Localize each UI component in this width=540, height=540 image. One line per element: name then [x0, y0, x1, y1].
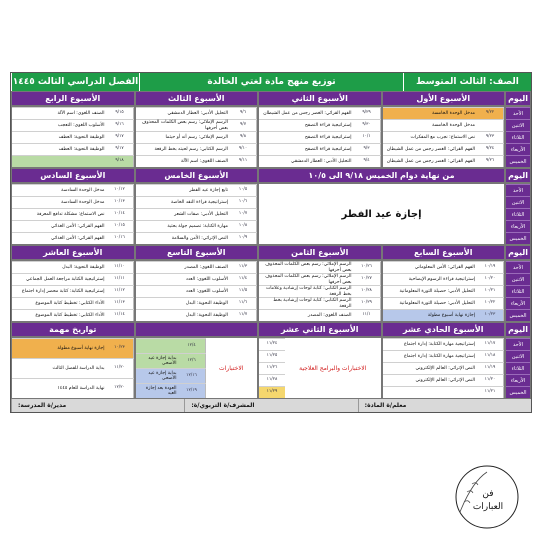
- day-entry: [383, 261, 505, 273]
- entry-date: ١٠/٨: [230, 221, 257, 232]
- entry-lesson: الأسلوب اللغوي: العدد: [185, 288, 228, 294]
- day-entry: [383, 350, 505, 362]
- exams-text: الاختبارات: [219, 364, 244, 372]
- day-entry: [136, 220, 258, 232]
- day-entry: [12, 208, 134, 220]
- day-thu: الخميس: [506, 232, 530, 244]
- entry-date: ١١/٢٦: [266, 365, 278, 371]
- day-entry: [136, 297, 258, 309]
- day-entry: [259, 261, 381, 273]
- day-entry: [259, 143, 381, 155]
- entry-date: ٩/٣٠: [354, 120, 381, 131]
- entry-lesson: التحليل الأدبي: العطار الدمشقي: [167, 110, 228, 116]
- day-entry: [383, 155, 505, 167]
- entry-date: ١٠/١٩: [477, 262, 504, 273]
- week-8-header: الأسبوع الثامن: [258, 245, 382, 260]
- week-6-header: الأسبوع السادس: [11, 168, 135, 183]
- entry-date: ١١/١٧: [477, 339, 504, 350]
- week-10-header: الأسبوع العاشر: [11, 245, 135, 260]
- entry-date: ١٢/٤: [179, 339, 206, 353]
- day-entry: [259, 107, 381, 119]
- entry-lesson: الوظيفة النحوية: العطف: [58, 146, 105, 152]
- entry-lesson: العودة بعد إجازة العيد: [145, 385, 177, 396]
- entry-lesson: تابع إجازة عيد الفطر: [189, 187, 228, 193]
- entry-lesson: الفهم القرائي: الأمن المعلوماتي: [414, 264, 475, 270]
- day-entry: [383, 107, 505, 119]
- day-entry: [136, 131, 258, 143]
- entry-lesson: إستراتيجية قراءة التصفح: [304, 134, 352, 140]
- day-entry: [259, 309, 381, 321]
- day-entry: [136, 196, 258, 208]
- entry-lesson: الفهم القرائي: الأمن الغذائي: [50, 223, 105, 229]
- day-tue: الثلاثاء: [506, 208, 530, 220]
- entry-lesson: إستراتيجية قراءة النقد الخاصة: [171, 199, 228, 205]
- day-header: اليوم: [505, 91, 531, 106]
- entry-lesson: الفهم القرائي: الغضر رجس من عمل الشيطان: [386, 158, 475, 164]
- day-entry: [136, 184, 258, 196]
- day-entry: [136, 383, 206, 398]
- day-entry: [259, 297, 381, 309]
- entry-lesson: الأداء الكتابي: تخطيط كتابة الموضوع: [35, 312, 105, 318]
- grade-label: الصف: الثالث المتوسط: [403, 73, 531, 91]
- entry-lesson: الأسلوب اللغوي: التعجب: [57, 122, 105, 128]
- day-entry: [259, 362, 285, 374]
- day-entry: [259, 273, 381, 285]
- week-13-dates: [136, 338, 206, 398]
- entry-lesson: الصنف اللغوي: اسم الآلة: [180, 158, 228, 164]
- entry-date: ١٠/٢٣: [477, 310, 504, 321]
- day-entry: [383, 338, 505, 350]
- entry-lesson: مدخل الوحدة السادسة: [61, 199, 105, 205]
- week-cell: [135, 183, 259, 245]
- entry-lesson: نص الاستماع: مشكلة تدافع المعرفة: [36, 211, 105, 217]
- day-tue: الثلاثاء: [506, 131, 530, 143]
- day-entry: [383, 362, 505, 374]
- days-column: [505, 183, 531, 245]
- entry-lesson: بداية إجازة عيد الأضحى: [148, 355, 177, 366]
- entry-lesson: إجازة نهاية أسبوع مطولة: [427, 312, 475, 318]
- day-entry: [12, 261, 134, 273]
- entry-date: ٩/٢٢: [477, 108, 504, 119]
- week-13-header: [135, 322, 259, 337]
- entry-lesson: الأداء الكتابي: تخطيط كتابة الموضوع: [35, 300, 105, 306]
- day-entry: [12, 338, 134, 358]
- week-12-cell: [258, 337, 382, 399]
- day-entry: [259, 386, 285, 398]
- day-entry: [136, 155, 258, 167]
- day-wed: الأربعاء: [506, 143, 530, 155]
- day-entry: [12, 107, 134, 119]
- entry-lesson: بداية إجازة عيد الأضحى: [148, 370, 177, 381]
- day-header: اليوم: [505, 322, 531, 337]
- day-entry: [259, 350, 285, 362]
- entry-date: ١٠/٢٠: [477, 274, 504, 285]
- entry-lesson: مدخل الوحدة السادسة: [61, 187, 105, 193]
- day-mon: الاثنين: [506, 119, 530, 131]
- entry-date: ١٠/٢٢: [477, 298, 504, 309]
- week-cell: [258, 260, 382, 322]
- entry-date: [477, 120, 504, 131]
- week-cell: [135, 106, 259, 168]
- day-entry: [12, 131, 134, 143]
- day-entry: [383, 386, 505, 398]
- entry-date: ١٢/٢٠: [107, 379, 134, 398]
- entry-date: ١١/٢٠: [107, 359, 134, 378]
- entry-date: ١١/٤: [230, 274, 257, 285]
- day-entry: [136, 285, 258, 297]
- entry-date: ٩/٤: [354, 156, 381, 167]
- entry-date: ١١/٢٠: [477, 375, 504, 386]
- entry-date: ١٠/٢٣: [107, 339, 134, 358]
- entry-date: ١٠/٩: [230, 233, 257, 244]
- holiday-banner: من نهاية دوام الخميس ٩/١٨ الى ١٠/٥: [258, 168, 505, 183]
- entry-lesson: الرسم الكتابي: كتابة لوحات إرشادية بخط الرقعة: [273, 298, 352, 309]
- day-entry: [12, 155, 134, 167]
- day-entry: [12, 285, 134, 297]
- day-tue: الثلاثاء: [506, 285, 530, 297]
- day-entry: [136, 208, 258, 220]
- entry-lesson: مهارة الكتابة: تصميم جولة بحثية: [167, 223, 228, 229]
- entry-lesson: نهاية الدراسة للعام ١٤٤٥: [57, 385, 105, 391]
- week-cell: [382, 337, 506, 399]
- entry-lesson: الرسم الإملائي: رسم بعض الكلمات المحذوف بعض أحرفها: [265, 262, 352, 273]
- day-entry: [383, 297, 505, 309]
- day-entry: [136, 338, 206, 353]
- day-wed: الأربعاء: [506, 220, 530, 232]
- entry-lesson: الفهم القرائي: الغضر رجس من عمل الشيطان: [263, 110, 352, 116]
- day-entry: [383, 309, 505, 321]
- day-entry: [136, 232, 258, 244]
- day-entry: [136, 143, 258, 155]
- week-3-header: الأسبوع الثالث: [135, 91, 259, 106]
- svg-text:فن: فن: [482, 489, 494, 499]
- entry-lesson: التحليل الأدبي: حصيلة الثورة المعلوماتية: [399, 288, 475, 294]
- week-cell: [11, 183, 135, 245]
- entry-lesson: الفهم القرائي: الغضر رجس من عمل الشيطان: [386, 146, 475, 152]
- entry-date: ١١/٢١: [477, 387, 504, 398]
- entry-lesson: الأسلوب اللغوي: العدد: [185, 276, 228, 282]
- term-label: الفصل الدراسي الثالث ١٤٤٥: [11, 73, 139, 91]
- week-7-header: الأسبوع السابع: [382, 245, 506, 260]
- entry-date: ١١/١٤: [107, 310, 134, 321]
- teacher-signature: معلم/ة المادة:: [358, 399, 531, 412]
- entry-date: ٩/٨: [230, 132, 257, 143]
- entry-lesson: النص الإثرائي: العالم الإلكتروني: [415, 377, 475, 383]
- day-entry: [12, 232, 134, 244]
- day-entry: [259, 338, 285, 350]
- entry-date: ١٢/١٩: [179, 384, 206, 398]
- entry-lesson: النص الإثرائي: الأمن والسلامة: [171, 235, 228, 241]
- week-12-dates: [259, 338, 285, 398]
- entry-lesson: إستراتيجية قراءة الرسوم الإيضاحية: [408, 276, 475, 282]
- entry-lesson: الرسم الإملائي: رسم أنه أو حيثما: [165, 134, 228, 140]
- day-entry: [12, 378, 134, 398]
- entry-date: ٩/٦: [230, 108, 257, 119]
- entry-lesson: التحليل الأدبي: العطار الدمشقي: [291, 158, 352, 164]
- entry-date: ١٠/٢٧: [354, 274, 381, 285]
- entry-date: ١١/٥: [230, 286, 257, 297]
- entry-lesson: الوظيفة النحوية: البدل: [185, 300, 228, 306]
- entry-date: ١٠/٢١: [477, 286, 504, 297]
- week-cell: [382, 260, 506, 322]
- entry-lesson: إستراتيجية مهارة الكتابة: إدارة اجتماع: [403, 341, 475, 347]
- entry-date: ٩/١٠: [230, 144, 257, 155]
- entry-lesson: إستراتيجية قراءة التصفح: [304, 122, 352, 128]
- week-1-header: الأسبوع الأول: [382, 91, 506, 106]
- day-entry: [136, 119, 258, 131]
- day-entry: [383, 285, 505, 297]
- entry-date: ٩/١٧: [107, 144, 134, 155]
- entry-lesson: الرسم الكتابي: كتابة لوحات إرشادية وعلامات بخط الرقعة: [265, 286, 352, 297]
- entry-date: ٩/٢٩: [354, 108, 381, 119]
- entry-date: ١٢/٦: [179, 354, 206, 368]
- day-thu: الخميس: [506, 309, 530, 321]
- week-cell: [382, 106, 506, 168]
- day-wed: الأربعاء: [506, 297, 530, 309]
- entry-date: ١٠/٧: [230, 209, 257, 220]
- day-mon: الاثنين: [506, 273, 530, 285]
- entry-lesson: نص الاستماع: نجرب مع المفكرات: [410, 134, 475, 140]
- entry-date: ١١/١٢: [107, 286, 134, 297]
- entry-date: ١٢/١٦: [179, 369, 206, 383]
- day-entry: [12, 143, 134, 155]
- day-sun: الأحد: [506, 107, 530, 119]
- important-dates-cell: [11, 337, 135, 399]
- week-11-header: الأسبوع الحادي عشر: [382, 322, 506, 337]
- entry-date: ١١/٢٥: [266, 353, 278, 359]
- entry-lesson: إستراتيجية قراءة التصفح: [304, 146, 352, 152]
- entry-lesson: النص الإثرائي: العالم الإلكتروني: [415, 365, 475, 371]
- entry-lesson: مدخل الوحدة الخامسة: [432, 122, 475, 128]
- day-entry: [12, 184, 134, 196]
- entry-date: ١١/٢٩: [266, 389, 278, 395]
- entry-date: ٩/١٥: [107, 108, 134, 119]
- day-sun: الأحد: [506, 261, 530, 273]
- day-entry: [259, 374, 285, 386]
- day-entry: [136, 353, 206, 368]
- day-entry: [383, 119, 505, 131]
- entry-lesson: الرسم الكتابي: رسم لحيته بخط الرقعة: [154, 146, 228, 152]
- day-wed: الأربعاء: [506, 374, 530, 386]
- exams-remedial-text: الاختبارات والبرامج العلاجية: [299, 364, 367, 372]
- day-thu: الخميس: [506, 155, 530, 167]
- week-cell: [11, 260, 135, 322]
- day-mon: الاثنين: [506, 350, 530, 362]
- week-2-header: الأسبوع الثاني: [258, 91, 382, 106]
- entry-date: ١٠/٢٩: [354, 298, 381, 309]
- day-entry: [259, 131, 381, 143]
- entry-date: ١٠/٢٦: [354, 262, 381, 273]
- day-entry: [12, 358, 134, 378]
- entry-date: ٩/١٧: [107, 132, 134, 143]
- entry-date: ١١/٢٨: [266, 377, 278, 383]
- entry-lesson: الصنف اللغوي: اسم الآلة: [57, 110, 105, 116]
- days-column: [505, 260, 531, 322]
- entry-date: ١٠/١٦: [107, 233, 134, 244]
- eid-holiday: إجازة عيد الفطر: [258, 183, 505, 245]
- day-entry: [136, 107, 258, 119]
- plan-title: توزيع منهج مادة لغتي الخالدة: [139, 73, 403, 91]
- entry-lesson: إستراتيجية الكتابة: كتابة محضر إدارة اجتماع: [21, 288, 105, 294]
- day-tue: الثلاثاء: [506, 362, 530, 374]
- entry-date: ١١/١٩: [477, 363, 504, 374]
- day-thu: الخميس: [506, 386, 530, 398]
- day-entry: [12, 196, 134, 208]
- entry-lesson: مدخل الوحدة الخامسة: [432, 110, 475, 116]
- day-entry: [12, 273, 134, 285]
- week-cell: [258, 106, 382, 168]
- entry-date: ١١/٦: [230, 298, 257, 309]
- day-entry: [383, 374, 505, 386]
- day-entry: [12, 309, 134, 321]
- entry-date: ١١/١: [354, 310, 381, 321]
- svg-text:العبارات: العبارات: [472, 502, 504, 512]
- supervisor-signature: المشرف/ة التربوي/ة:: [184, 399, 357, 412]
- week-cell: [135, 260, 259, 322]
- entry-lesson: إجازة نهاية أسبوع مطولة: [57, 345, 105, 351]
- day-entry: [12, 119, 134, 131]
- day-entry: [12, 297, 134, 309]
- entry-date: ١١/٢٤: [266, 341, 278, 347]
- entry-lesson: إستراتيجية مهارة الكتابة: إدارة اجتماع: [403, 353, 475, 359]
- entry-date: ٩/٢٦: [477, 156, 504, 167]
- entry-lesson: التحليل الأدبي: حصيلة الثورة المعلوماتية: [399, 300, 475, 306]
- entry-date: ٩/٧: [230, 120, 257, 131]
- entry-lesson: الرسم الإملائي: رسم بعض الكلمات المحذوف بعض أحرفها: [141, 120, 228, 131]
- day-entry: [383, 143, 505, 155]
- day-entry: [259, 155, 381, 167]
- day-header: اليوم: [505, 168, 531, 183]
- entry-date: ١٠/١٥: [107, 221, 134, 232]
- entry-lesson: الصنف اللغوي: المصدر: [307, 312, 352, 318]
- week-4-header: الأسبوع الرابع: [11, 91, 135, 106]
- entry-date: ١٠/١٤: [107, 209, 134, 220]
- important-dates-header: تواريخ مهمة: [11, 322, 135, 337]
- brand-logo: [452, 462, 522, 532]
- week-12-header: الأسبوع الثاني عشر: [258, 322, 382, 337]
- week-9-header: الأسبوع التاسع: [135, 245, 259, 260]
- day-entry: [259, 119, 381, 131]
- plan-table: [10, 72, 532, 413]
- entry-date: ١١/١٠: [107, 262, 134, 273]
- days-column: [505, 106, 531, 168]
- week-5-header: الأسبوع الخامس: [135, 168, 259, 183]
- entry-date: ١٠/١: [354, 132, 381, 143]
- entry-date: ١٠/١٢: [107, 185, 134, 196]
- day-entry: [136, 273, 258, 285]
- entry-date: ٩/٢٣: [477, 132, 504, 143]
- day-entry: [383, 131, 505, 143]
- entry-date: ١١/٣: [230, 262, 257, 273]
- entry-lesson: الوظيفة النحوية: العطف: [58, 134, 105, 140]
- principal-signature: مدير/ة المدرسة:: [11, 399, 184, 412]
- day-entry: [136, 261, 258, 273]
- entry-date: ١٠/١٣: [107, 197, 134, 208]
- entry-lesson: الوظيفة النحوية: البدل: [62, 264, 105, 270]
- entry-lesson: بداية الدراسة للفصل الثالث: [52, 365, 105, 371]
- title-bar: [11, 73, 531, 91]
- day-entry: [136, 309, 258, 321]
- entry-date: ١١/١٨: [477, 351, 504, 362]
- entry-date: ١١/١٣: [107, 298, 134, 309]
- day-entry: [12, 220, 134, 232]
- entry-lesson: إستراتيجية الكتابة مراجعة العمل الجماعي: [26, 276, 105, 282]
- day-mon: الاثنين: [506, 196, 530, 208]
- entry-lesson: التحليل الأدبي: صفات الشعر: [174, 211, 228, 217]
- entry-date: ٩/١٨: [107, 156, 134, 167]
- entry-date: ٩/١٦: [107, 120, 134, 131]
- week-cell: [11, 106, 135, 168]
- day-entry: [259, 285, 381, 297]
- week-13-cell: [135, 337, 259, 399]
- day-sun: الأحد: [506, 184, 530, 196]
- days-column: [505, 337, 531, 399]
- day-sun: الأحد: [506, 338, 530, 350]
- entry-date: ١٠/٢٨: [354, 286, 381, 297]
- entry-date: ٩/٢٤: [477, 144, 504, 155]
- entry-date: ١٠/٦: [230, 197, 257, 208]
- signature-footer: [11, 399, 531, 412]
- entry-date: ١١/٧: [230, 310, 257, 321]
- entry-date: ٩/٣: [354, 144, 381, 155]
- entry-date: ٩/١١: [230, 156, 257, 167]
- entry-date: ١٠/٥: [230, 185, 257, 196]
- day-header: اليوم: [505, 245, 531, 260]
- entry-date: ١١/١١: [107, 274, 134, 285]
- entry-lesson: الرسم الإملائي: رسم بعض الكلمات المحذوف بعض أحرفها: [265, 274, 352, 285]
- day-entry: [136, 368, 206, 383]
- day-entry: [383, 273, 505, 285]
- entry-lesson: الوظيفة النحوية: البدل: [185, 312, 228, 318]
- entry-lesson: الفهم القرائي: الأمن الغذائي: [50, 235, 105, 241]
- entry-lesson: الصنف اللغوي: المصدر: [184, 264, 228, 270]
